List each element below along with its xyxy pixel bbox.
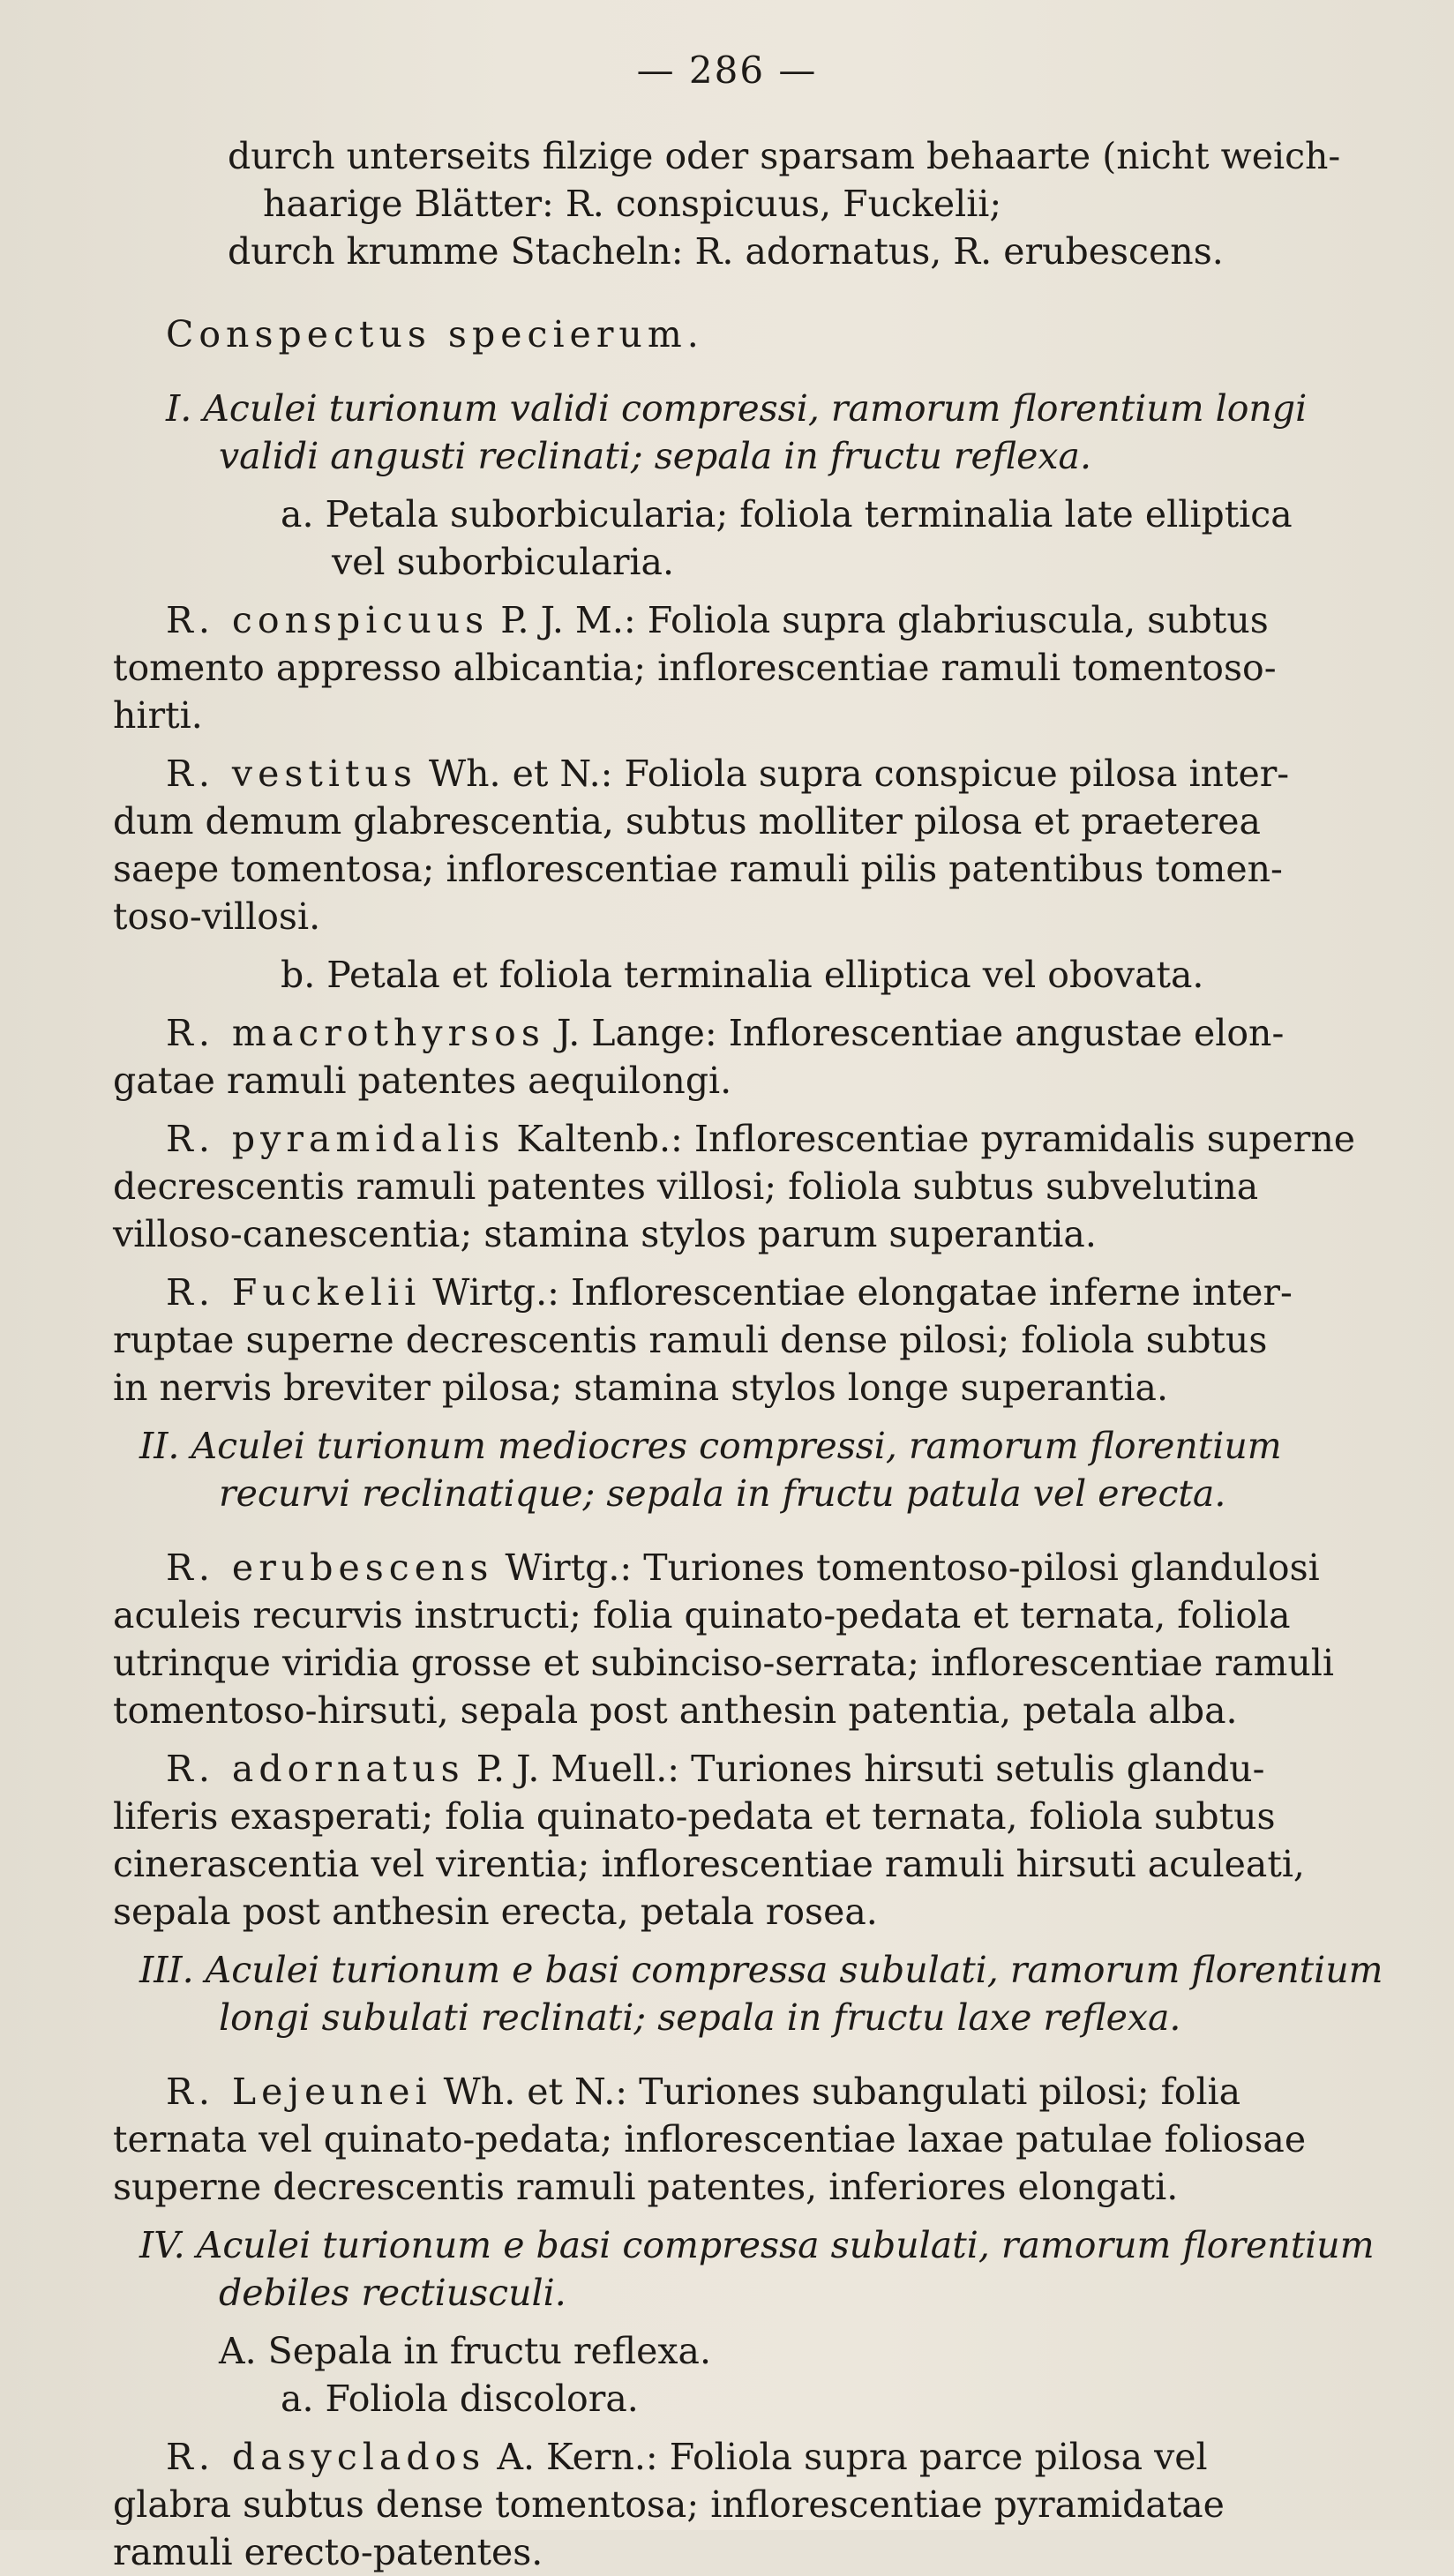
species-name: R. erubescens [166, 1546, 494, 1589]
species-entry [113, 1009, 1401, 1105]
species-text: ruptae superne decrescentis ramuli dense pilosi; foliola subtus [113, 1319, 1268, 1361]
species-author: Kaltenb.: [516, 1118, 683, 1160]
section-text: debiles rectiusculi. [219, 2272, 566, 2314]
section-text: Aculei turionum e basi compressa subulati, ramorum florentium [196, 2224, 1375, 2266]
page-body [113, 132, 1401, 2576]
species-text: Inflorescentiae elongatae inferne inter- [571, 1271, 1293, 1314]
species-text: tomentoso-hirsuti, sepala post anthesin patentia, petala alba. [113, 1689, 1238, 1732]
species-text: gatae ramuli patentes aequilongi. [113, 1060, 732, 1102]
species-entry [113, 750, 1401, 940]
species-text: dum demum glabrescentia, subtus molliter pilosa et praeterea [113, 800, 1261, 842]
species-entry [113, 2433, 1401, 2576]
species-author: J. Lange: [556, 1012, 717, 1054]
intro-paragraph [113, 132, 1401, 275]
section-II [113, 1422, 1401, 1517]
subsection-A: A. Sepala in fructu reflexa. [219, 2330, 711, 2372]
species-name: R. Lejeunei [166, 2071, 432, 2113]
species-author: Wirtg.: [432, 1271, 559, 1314]
species-text: sepala post anthesin erecta, petala rosea. [113, 1891, 878, 1933]
section-text: Aculei turionum e basi compressa subulati, ramorum florentium [205, 1949, 1383, 1991]
subsection-text: a. Petala suborbicularia; foliola terminalia late elliptica [281, 493, 1293, 535]
species-name: R. pyramidalis [166, 1118, 506, 1160]
section-text: validi angusti reclinati; sepala in fructu reflexa. [219, 435, 1091, 477]
intro-line: haarige Blätter: R. conspicuus, Fuckelii; [263, 183, 1002, 225]
page-number: — 286 — [636, 49, 818, 92]
section-number: II. [139, 1425, 180, 1467]
species-text: ternata vel quinato-pedata; inflorescentiae laxae patulae foliosae [113, 2118, 1307, 2160]
section-number: I. [166, 387, 192, 430]
species-text: saepe tomentosa; inflorescentiae ramuli pilis patentibus tomen- [113, 848, 1283, 890]
species-name: R. conspicuus [166, 599, 490, 641]
section-IV [113, 2221, 1401, 2317]
subsection-text: vel suborbicularia. [332, 541, 675, 583]
species-text: tomento appresso albicantia; inflorescentiae ramuli tomentoso- [113, 647, 1277, 689]
species-name: R. dasyclados [166, 2436, 486, 2478]
species-author: P. J. M.: [500, 599, 636, 641]
section-heading: Conspectus specierum. [166, 313, 704, 356]
subsection-a2: a. Foliola discolora. [281, 2378, 639, 2420]
section-text: longi subulati reclinati; sepala in fructu laxe reflexa. [219, 1996, 1181, 2039]
subsection-b: b. Petala et foliola terminalia elliptica vel obovata. [281, 954, 1204, 996]
species-name: R. vestitus [166, 753, 417, 795]
section-I [113, 385, 1401, 480]
species-entry [113, 1115, 1401, 1258]
species-text: Foliola supra conspicue pilosa inter- [624, 753, 1290, 795]
species-author: Wh. et N.: [428, 753, 613, 795]
intro-line: durch unterseits filzige oder sparsam behaarte (nicht weich- [228, 135, 1341, 177]
species-text: Foliola supra parce pilosa vel [669, 2436, 1208, 2478]
species-text: toso-villosi. [113, 895, 321, 938]
section-number: IV. [139, 2224, 185, 2266]
species-author: A. Kern.: [497, 2436, 658, 2478]
species-author: Wirtg.: [505, 1546, 633, 1589]
species-text: ramuli erecto-patentes. [113, 2531, 543, 2573]
species-text: cinerascentia vel virentia; inflorescentiae ramuli hirsuti aculeati, [113, 1843, 1305, 1885]
species-text: villoso-canescentia; stamina stylos parum superantia. [113, 1213, 1097, 1255]
species-text: Foliola supra glabriuscula, subtus [647, 599, 1269, 641]
species-text: Turiones hirsuti setulis glandu- [691, 1748, 1265, 1790]
species-text: decrescentis ramuli patentes villosi; foliola subtus subvelutina [113, 1165, 1259, 1208]
species-text: glabra subtus dense tomentosa; inflorescentiae pyramidatae [113, 2483, 1225, 2526]
species-author: Wh. et N.: [443, 2071, 628, 2113]
species-author: P. J. Muell.: [476, 1748, 680, 1790]
section-text: recurvi reclinatique; sepala in fructu patula vel erecta. [219, 1472, 1226, 1515]
species-entry [113, 1269, 1401, 1412]
species-text: Turiones tomentoso-pilosi glandulosi [643, 1546, 1320, 1589]
section-text: Aculei turionum mediocres compressi, ramorum florentium [191, 1425, 1282, 1467]
section-text: Aculei turionum validi compressi, ramorum florentium longi [203, 387, 1308, 430]
species-text: superne decrescentis ramuli patentes, inferiores elongati. [113, 2166, 1179, 2208]
species-name: R. macrothyrsos [166, 1012, 545, 1054]
species-entry [113, 1544, 1401, 1734]
species-text: aculeis recurvis instructi; folia quinato-pedata et ternata, foliola [113, 1594, 1291, 1636]
intro-line: durch krumme Stacheln: R. adornatus, R. erubescens. [228, 230, 1224, 273]
species-text: Inflorescentiae angustae elon- [728, 1012, 1285, 1054]
species-text: Turiones subangulati pilosi; folia [639, 2071, 1241, 2113]
species-entry [113, 1745, 1401, 1936]
species-entry [113, 2068, 1401, 2211]
section-III [113, 1946, 1401, 2041]
species-text: Inflorescentiae pyramidalis superne [693, 1118, 1356, 1160]
subsection-a [113, 490, 1401, 586]
species-entry [113, 596, 1401, 739]
species-text: hirti. [113, 694, 203, 737]
species-name: R. adornatus [166, 1748, 465, 1790]
section-number: III. [139, 1949, 194, 1991]
species-name: R. Fuckelii [166, 1271, 422, 1314]
species-text: utrinque viridia grosse et subinciso-serrata; inflorescentiae ramuli [113, 1642, 1334, 1684]
species-text: in nervis breviter pilosa; stamina stylos longe superantia. [113, 1367, 1169, 1409]
species-text: liferis exasperati; folia quinato-pedata et ternata, foliola subtus [113, 1795, 1276, 1838]
